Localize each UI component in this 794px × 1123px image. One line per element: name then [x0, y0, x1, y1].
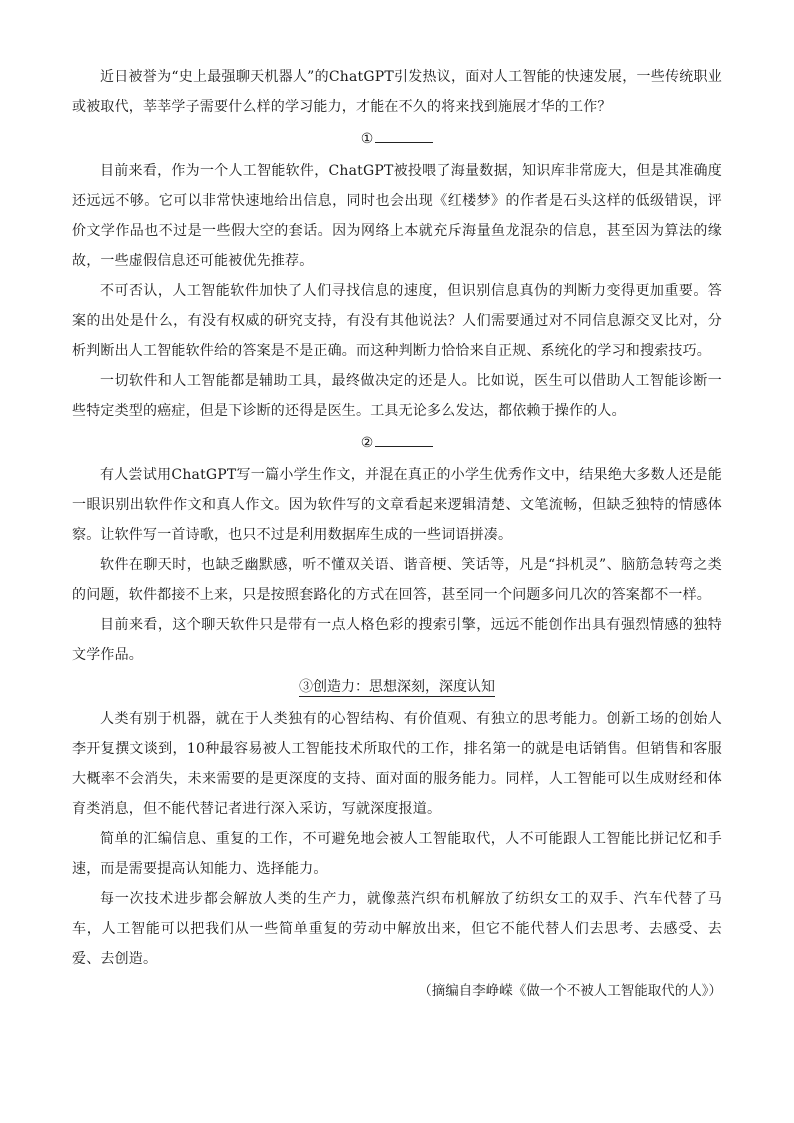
section-heading-3: [72, 672, 722, 702]
blank-line-1: [375, 125, 433, 143]
section-number-2: ②: [360, 435, 374, 451]
paragraph-1: 目前来看，作为一个人工智能软件，ChatGPT被投喂了海量数据，知识库非常庞大，但是其准确度还远远不够。它可以非常快速地给出信息，同时也会出现《红楼梦》的作者是石头这样的低级错误，评价文学作品也不过是一些假大空的套话。因为网络上本就充斥海量鱼龙混杂的信息，甚至因为算法的缘故，一些虚假信息还可能被优先推荐。: [72, 163, 722, 269]
section-heading-2: [72, 428, 722, 458]
source-citation: （摘编自李峥嵘《做一个不被人工智能取代的人》）: [418, 983, 722, 999]
intro-paragraph: 近日被誉为“史上最强聊天机器人”的ChatGPT引发热议，面对人工智能的快速发展，一些传统职业或被取代，莘莘学子需要什么样的学习能力，才能在不久的将来找到施展才华的工作？: [72, 69, 722, 115]
paragraph-3: 一切软件和人工智能都是辅助工具，最终做决定的还是人。比如说，医生可以借助人工智能诊断一些特定类型的癌症，但是下诊断的还得是医生。工具无论多么发达，都依赖于操作的人。: [72, 373, 722, 419]
paragraph-6: 目前来看，这个聊天软件只是带有一点人格色彩的搜索引擎，远远不能创作出具有强烈情感的独特文学作品。: [72, 617, 722, 663]
blank-line-2: [375, 429, 433, 447]
paragraph-9: 每一次技术进步都会解放人类的生产力，就像蒸汽织布机解放了纺织女工的双手、汽车代替了马车，人工智能可以把我们从一些简单重复的劳动中解放出来，但它不能代替人们去思考、去感受、去爱、去创造。: [72, 891, 722, 967]
paragraph-4: 有人尝试用ChatGPT写一篇小学生作文，并混在真正的小学生优秀作文中，结果绝大多数人还是能一眼识别出软件作文和真人作文。因为软件写的文章看起来逻辑清楚、文笔流畅，但缺乏独特的情感体察。让软件写一首诗歌，也只不过是利用数据库生成的一些词语拼凑。: [72, 467, 722, 543]
section-title-3: ③创造力：思想深刻，深度认知: [299, 679, 495, 695]
paragraph-8: 简单的汇编信息、重复的工作，不可避免地会被人工智能取代，人不可能跟人工智能比拼记忆和手速，而是需要提高认知能力、选择能力。: [72, 831, 722, 877]
paragraph-7: 人类有别于机器，就在于人类独有的心智结构、有价值观、有独立的思考能力。创新工场的创始人李开复撰文谈到，10种最容易被人工智能技术所取代的工作，排名第一的就是电话销售。但销售和客服大概率不会消失，未来需要的是更深度的支持、面对面的服务能力。同样，人工智能可以生成财经和体育类消息，但不能代替记者进行深入采访，写就深度报道。: [72, 711, 722, 817]
article: [72, 62, 722, 1006]
paragraph-2: 不可否认，人工智能软件加快了人们寻找信息的速度，但识别信息真伪的判断力变得更加重要。答案的出处是什么，有没有权威的研究支持，有没有其他说法？人们需要通过对不同信息源交叉比对，分析判断出人工智能软件给的答案是不是正确。而这种判断力恰恰来自正规、系统化的学习和搜索技巧。: [72, 283, 722, 359]
paragraph-5: 软件在聊天时，也缺乏幽默感，听不懂双关语、谐音梗、笑话等，凡是“抖机灵”、脑筋急转弯之类的问题，软件都接不上来，只是按照套路化的方式在回答，甚至同一个问题多问几次的答案都不一样。: [72, 557, 722, 603]
section-heading-1: [72, 124, 722, 154]
section-number-1: ①: [360, 131, 374, 147]
